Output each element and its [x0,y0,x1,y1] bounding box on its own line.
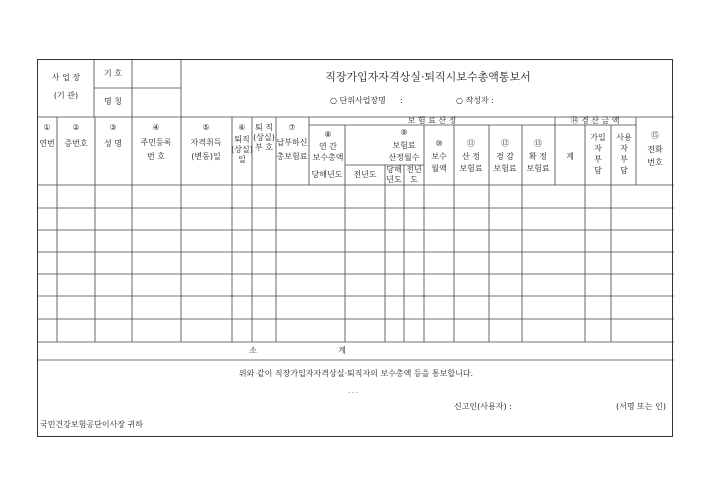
col9-sub-previous-a: 전년 [406,165,422,174]
col7-number: ⑦ [288,123,296,132]
col14-employer-4: 담 [620,166,628,175]
col15-number: ⑮ [651,131,659,140]
col4-number: ④ [152,123,160,132]
col3-label: 성 명 [104,139,122,148]
col4-label-line1: 주민등록 [140,138,172,147]
col14-subscriber-3: 부 [594,155,602,164]
col6b-label-line2: (상실) [253,133,275,142]
name-label: 명 칭 [104,97,122,106]
col2-label: 증번호 [64,139,88,148]
col13-label-line2: 보험료 [526,164,550,173]
col14-employer-3: 부 [620,155,628,164]
col1-label: 연번 [39,139,55,148]
col11-label-line2: 보험료 [459,164,483,173]
col5-number: ⑤ [202,123,210,132]
col6-label-line3: 일 [238,155,246,164]
col12-number: ⑫ [501,139,509,148]
col12-label-line2: 보험료 [493,164,517,173]
col9-sub-previous-b: 도 [410,175,418,184]
col13-label-line1: 확 정 [529,152,547,161]
col9-label-line1: 보험료 [392,141,416,150]
col8-label-line1: 연 간 [319,142,337,151]
col8-sub-current-year: 당해년도 [311,170,343,179]
col1-number: ① [43,123,51,132]
col14-total: 계 [566,152,574,161]
col9-label-line2: 산정월수 [388,153,420,162]
col12-label-line1: 경 감 [496,152,514,161]
col7-label-line1: 납부하신 [276,138,308,147]
col15-label-line2: 번호 [647,158,663,167]
col9-sub-current-b: 년도 [386,175,402,184]
agency-label: (기 관) [53,91,79,100]
col10-label-line1: 보수 [431,152,447,161]
subtotal-label-right: 계 [338,346,346,355]
col6-number: ⑥ [238,123,246,132]
col13-number: ⑬ [534,139,542,148]
recipient-label: 국민건강보험공단이사장 귀하 [40,420,144,429]
col6-label-line1: 퇴직 [234,135,250,144]
col11-number: ⑪ [467,139,475,148]
reporter-label: 신고인(사용자) : [454,402,512,411]
col6b-label-line3: 부 호 [255,143,273,152]
col9-number: ⑨ [400,128,408,137]
settlement-header: ⑭ 경 산 금 액 [570,116,620,125]
premium-calc-header: 보 험 료 산 정 [407,116,457,125]
col15-label-line1: 전화 [647,145,663,154]
author-label: ○ 작성자 : [456,96,494,105]
col10-number: ⑩ [435,139,443,148]
col14-employer-2: 자 [620,144,628,153]
col8-number: ⑧ [324,130,332,139]
col2-number: ② [72,123,80,132]
col7-label-line2: 총보험료 [276,152,308,161]
col5-label-line1: 자격취득 [190,138,222,147]
subtotal-label-left: 소 [249,346,257,355]
workplace-label: 사 업 장 [51,73,81,82]
col4-label-line2: 번 호 [147,152,165,161]
col14-subscriber-2: 자 [594,144,602,153]
col14-subscriber-1: 가입 [590,133,606,142]
unit-workplace-separator: : [400,96,403,105]
col6b-label-line1: 퇴 직 [255,123,273,132]
date-line: . . . [348,388,358,395]
col5-label-line2: (변동)일 [191,152,221,161]
col11-label-line1: 산 정 [462,152,480,161]
notice-text: 위와 같이 직장가입자자격상실·퇴직자의 보수총액 등을 통보합니다. [238,369,474,378]
col9-sub-current-a: 당해 [386,165,402,174]
col3-number: ③ [109,123,117,132]
col8-sub-previous-year: 전년도 [353,170,377,179]
signature-label: (서명 또는 인) [616,402,666,411]
report-form [37,59,673,437]
unit-workplace-label: ○ 단위사업장명 [330,96,386,105]
col10-label-line2: 월액 [431,164,447,173]
col14-employer-1: 사용 [616,133,632,142]
col14-subscriber-4: 담 [594,166,602,175]
form-title: 직장가입자자격상실·퇴직시보수총액통보서 [325,70,531,84]
col6-label-line2: (상실) [231,145,253,154]
symbol-label: 기 호 [104,69,122,78]
col8-label-line2: 보수총액 [312,153,344,162]
